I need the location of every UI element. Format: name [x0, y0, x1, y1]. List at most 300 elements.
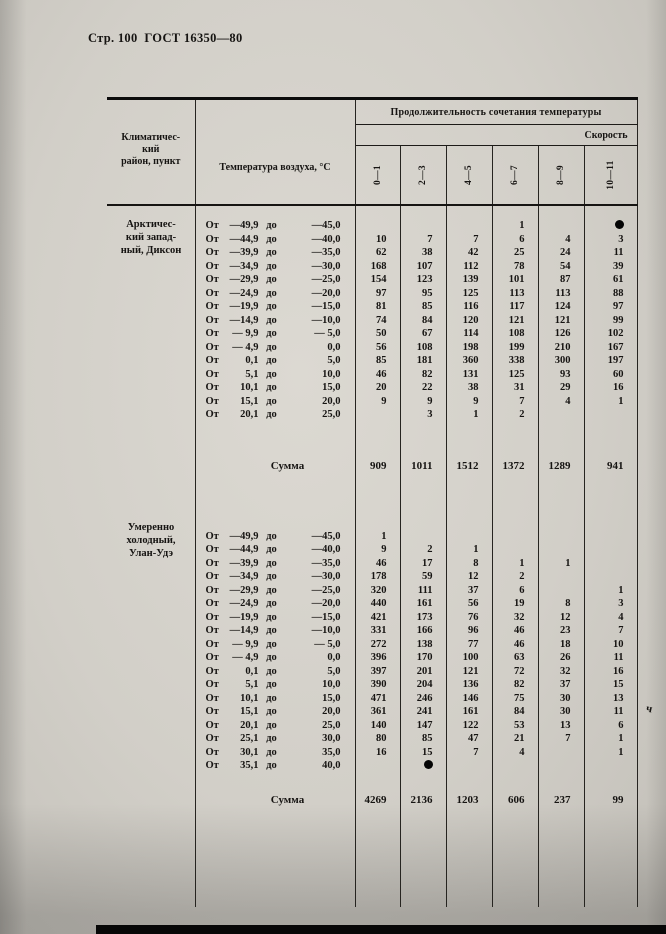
value-cell: 397 [355, 665, 400, 679]
range-to: 25,0 [322, 719, 341, 731]
value-cell: 2 [400, 543, 446, 557]
value-cell: 300 [538, 354, 584, 368]
value-cell: 113 [492, 287, 538, 301]
empty-cell [107, 759, 195, 773]
value-cell: 198 [446, 341, 492, 355]
value-cell: 199 [492, 341, 538, 355]
value-cell: 31 [492, 381, 538, 395]
range-from: —44,9 [229, 544, 259, 555]
range-prefix: От [205, 355, 219, 366]
bin-label: 0—1 [372, 165, 383, 185]
range-to: 30,0 [322, 733, 341, 744]
empty-cell [584, 807, 637, 907]
range-infix: до [266, 571, 277, 582]
range-infix: до [266, 733, 277, 744]
empty-cell [492, 807, 538, 907]
range-to: —25,0 [311, 274, 341, 285]
table-row [107, 597, 637, 611]
empty-cell [107, 408, 195, 422]
range-prefix: От [205, 692, 219, 704]
value-cell: 146 [446, 692, 492, 706]
value-cell: 123 [400, 273, 446, 287]
range-prefix: От [205, 625, 219, 636]
value-cell: 154 [355, 273, 400, 287]
range-to: —15,0 [311, 611, 341, 623]
table-row [107, 746, 637, 760]
empty-cell [355, 205, 400, 219]
value-cell: 107 [400, 260, 446, 274]
table-row [107, 381, 637, 395]
range-infix: до [266, 557, 277, 569]
empty-cell [107, 692, 195, 706]
range-to: 10,0 [322, 679, 341, 690]
range-infix: до [266, 652, 277, 663]
table-row [107, 665, 637, 679]
table-row [107, 395, 637, 409]
range-to: 5,0 [327, 355, 341, 366]
value-cell: 50 [355, 327, 400, 341]
value-cell: 396 [355, 651, 400, 665]
value-cell [584, 557, 637, 571]
value-cell: 63 [492, 651, 538, 665]
value-cell: 8 [538, 597, 584, 611]
range-prefix: От [205, 314, 219, 326]
region-column-header [107, 99, 195, 206]
range-infix: до [266, 530, 277, 542]
value-cell: 46 [355, 557, 400, 571]
value-cell: 85 [355, 354, 400, 368]
range-from: 0,1 [245, 665, 259, 677]
empty-cell [446, 807, 492, 907]
value-cell: 4 [538, 233, 584, 247]
range-from: — 4,9 [232, 652, 259, 663]
value-cell: 108 [492, 327, 538, 341]
sum-value: 1372 [492, 459, 538, 473]
spacer-row [107, 773, 637, 793]
value-cell: 471 [355, 692, 400, 706]
sum-value: 1512 [446, 459, 492, 473]
region-label-line: Улан-Удэ [128, 548, 173, 559]
region-label-line: Арктичес- [126, 219, 176, 230]
value-cell [492, 759, 538, 773]
empty-cell [107, 381, 195, 395]
value-cell: 7 [538, 732, 584, 746]
value-cell: 1 [492, 219, 538, 233]
value-cell: 272 [355, 638, 400, 652]
range-from: —39,9 [229, 557, 259, 569]
temp-range-cell [195, 665, 355, 679]
value-cell: 112 [446, 260, 492, 274]
empty-cell [107, 678, 195, 692]
value-cell [584, 570, 637, 584]
range-to: —45,0 [311, 220, 341, 231]
table-row [107, 368, 637, 382]
range-infix: до [266, 598, 277, 609]
speed-bin-header [355, 146, 400, 206]
value-cell: 15 [584, 678, 637, 692]
sum-value: 4269 [355, 793, 400, 807]
sum-value: 606 [492, 793, 538, 807]
empty-cell [538, 473, 584, 530]
empty-cell [400, 773, 446, 793]
empty-cell [446, 473, 492, 530]
range-from: —29,9 [229, 584, 259, 596]
range-infix: до [266, 328, 277, 339]
empty-cell [355, 773, 400, 793]
sum-row [107, 793, 637, 807]
value-cell: 76 [446, 611, 492, 625]
margin-artifact: ч [644, 702, 654, 716]
empty-cell [400, 205, 446, 219]
value-cell [355, 759, 400, 773]
value-cell [584, 408, 637, 422]
empty-cell [107, 273, 195, 287]
empty-cell [446, 773, 492, 793]
empty-cell [195, 473, 355, 530]
temp-range-cell [195, 584, 355, 598]
value-cell: 12 [446, 570, 492, 584]
value-cell: 1 [584, 395, 637, 409]
temp-range-cell [195, 732, 355, 746]
empty-cell [584, 205, 637, 219]
value-cell: 331 [355, 624, 400, 638]
table-row [107, 678, 637, 692]
value-cell: 18 [538, 638, 584, 652]
value-cell: 82 [492, 678, 538, 692]
range-prefix: От [205, 557, 219, 569]
range-prefix: От [205, 584, 219, 596]
empty-cell [492, 473, 538, 530]
range-to: 15,0 [322, 692, 341, 704]
value-cell: 53 [492, 719, 538, 733]
value-cell: 77 [446, 638, 492, 652]
value-cell: 9 [355, 395, 400, 409]
temp-range-cell [195, 719, 355, 733]
value-cell: 124 [538, 300, 584, 314]
value-cell: 42 [446, 246, 492, 260]
range-infix: до [266, 220, 277, 231]
value-cell [538, 759, 584, 773]
empty-cell [538, 773, 584, 793]
value-cell: 23 [538, 624, 584, 638]
value-cell: 6 [492, 233, 538, 247]
value-cell: 166 [400, 624, 446, 638]
value-cell: 61 [584, 273, 637, 287]
range-from: —49,9 [229, 530, 259, 542]
value-cell: 87 [538, 273, 584, 287]
range-to: 0,0 [327, 652, 341, 663]
value-cell: 99 [584, 314, 637, 328]
value-cell [492, 530, 538, 544]
temp-range-cell [195, 300, 355, 314]
range-prefix: От [205, 328, 219, 339]
range-from: — 9,9 [232, 638, 259, 650]
range-infix: до [266, 233, 277, 245]
temp-range-cell [195, 327, 355, 341]
empty-cell [107, 341, 195, 355]
value-cell: 1 [584, 584, 637, 598]
value-cell: 30 [538, 692, 584, 706]
region-label-line: ный, Диксон [120, 245, 182, 256]
range-infix: до [266, 611, 277, 623]
range-to: 5,0 [327, 665, 341, 677]
value-cell: 38 [400, 246, 446, 260]
value-cell: 13 [584, 692, 637, 706]
region-header-line: кий [142, 144, 160, 155]
spacer-row [107, 205, 637, 219]
value-cell: 75 [492, 692, 538, 706]
value-cell: 46 [492, 638, 538, 652]
empty-cell [107, 354, 195, 368]
range-prefix: От [205, 368, 219, 380]
range-from: 10,1 [240, 692, 259, 704]
range-from: 20,1 [240, 719, 259, 731]
table-row [107, 408, 637, 422]
value-cell: 32 [492, 611, 538, 625]
table-row [107, 611, 637, 625]
range-to: —15,0 [311, 301, 341, 312]
value-cell [584, 530, 637, 544]
value-cell: 97 [584, 300, 637, 314]
value-cell: 108 [400, 341, 446, 355]
value-cell: 6 [492, 584, 538, 598]
value-cell: 29 [538, 381, 584, 395]
value-cell: 9 [446, 395, 492, 409]
range-prefix: От [205, 611, 219, 623]
range-infix: до [266, 719, 277, 731]
value-cell: 30 [538, 705, 584, 719]
value-cell: 121 [492, 314, 538, 328]
empty-cell [446, 422, 492, 459]
range-to: —10,0 [311, 625, 341, 636]
empty-cell [107, 459, 195, 473]
table-row [107, 314, 637, 328]
value-cell: 84 [400, 314, 446, 328]
empty-cell [538, 807, 584, 907]
table-row [107, 273, 637, 287]
empty-cell [107, 705, 195, 719]
empty-cell [355, 422, 400, 459]
value-cell [538, 746, 584, 760]
empty-cell [107, 584, 195, 598]
empty-cell [195, 807, 355, 907]
sum-value: 941 [584, 459, 637, 473]
table-row [107, 354, 637, 368]
value-cell: 440 [355, 597, 400, 611]
value-cell: 13 [538, 719, 584, 733]
sum-value: 909 [355, 459, 400, 473]
value-cell: 47 [446, 732, 492, 746]
value-cell: 338 [492, 354, 538, 368]
region-label-line: холодный, [126, 535, 176, 546]
empty-cell [538, 422, 584, 459]
value-cell [538, 570, 584, 584]
value-cell: 15 [400, 746, 446, 760]
value-cell: 38 [446, 381, 492, 395]
empty-cell [107, 746, 195, 760]
value-cell: 78 [492, 260, 538, 274]
value-cell: 3 [584, 597, 637, 611]
table-row [107, 624, 637, 638]
range-infix: до [266, 368, 277, 380]
empty-cell [107, 300, 195, 314]
value-cell: 6 [584, 719, 637, 733]
range-from: —29,9 [229, 274, 259, 285]
value-cell [400, 759, 446, 773]
bin-label: 8—9 [556, 165, 566, 185]
range-infix: до [266, 409, 277, 420]
value-cell: 8 [446, 557, 492, 571]
empty-cell [195, 422, 355, 459]
value-cell: 197 [584, 354, 637, 368]
spacer-row [107, 807, 637, 907]
temp-range-cell [195, 381, 355, 395]
table-row [107, 759, 637, 773]
temp-range-cell [195, 368, 355, 382]
value-cell: 117 [492, 300, 538, 314]
speed-bin-header [446, 146, 492, 206]
value-cell: 7 [446, 233, 492, 247]
range-to: — 5,0 [314, 328, 341, 339]
value-cell: 3 [400, 408, 446, 422]
empty-cell [107, 260, 195, 274]
value-cell: 7 [584, 624, 637, 638]
temp-range-cell [195, 287, 355, 301]
value-cell: 140 [355, 719, 400, 733]
temp-range-cell [195, 530, 355, 544]
value-cell: 11 [584, 651, 637, 665]
range-prefix: От [205, 395, 219, 407]
range-infix: до [266, 274, 277, 285]
empty-cell [355, 807, 400, 907]
sum-value: 2136 [400, 793, 446, 807]
range-prefix: От [205, 638, 219, 650]
value-cell [355, 219, 400, 233]
range-from: 15,1 [240, 395, 259, 407]
value-cell: 46 [355, 368, 400, 382]
page-header: Стр. 100 ГОСТ 16350—80 [88, 31, 243, 45]
bin-label: 2—3 [418, 165, 428, 185]
value-cell: 246 [400, 692, 446, 706]
temp-range-cell [195, 408, 355, 422]
value-cell: 97 [355, 287, 400, 301]
value-cell: 85 [400, 732, 446, 746]
range-to: 20,0 [322, 395, 341, 407]
value-cell: 56 [355, 341, 400, 355]
ink-blot [615, 220, 624, 229]
region-label [107, 218, 195, 257]
value-cell: 241 [400, 705, 446, 719]
sum-value: 1289 [538, 459, 584, 473]
empty-cell [107, 570, 195, 584]
empty-cell [107, 807, 195, 907]
range-infix: до [266, 706, 277, 717]
value-cell: 20 [355, 381, 400, 395]
value-cell: 88 [584, 287, 637, 301]
range-prefix: От [205, 220, 219, 231]
range-prefix: От [205, 544, 219, 555]
range-from: —14,9 [229, 314, 259, 326]
range-infix: до [266, 760, 277, 771]
empty-cell [107, 665, 195, 679]
empty-cell [107, 624, 195, 638]
value-cell: 361 [355, 705, 400, 719]
temp-range-cell [195, 611, 355, 625]
range-from: 15,1 [240, 706, 259, 717]
value-cell: 116 [446, 300, 492, 314]
value-cell: 161 [446, 705, 492, 719]
temperature-duration-table [107, 97, 637, 907]
value-cell: 360 [446, 354, 492, 368]
empty-cell [107, 611, 195, 625]
speed-header: Скорость [355, 125, 637, 146]
value-cell: 181 [400, 354, 446, 368]
range-infix: до [266, 301, 277, 312]
value-cell: 421 [355, 611, 400, 625]
empty-cell [400, 473, 446, 530]
header-row-title [107, 99, 637, 125]
range-prefix: От [205, 233, 219, 245]
value-cell: 3 [584, 233, 637, 247]
range-prefix: От [205, 409, 219, 420]
empty-cell [107, 638, 195, 652]
value-cell: 95 [400, 287, 446, 301]
range-from: —39,9 [229, 247, 259, 258]
value-cell: 122 [446, 719, 492, 733]
table-row [107, 732, 637, 746]
empty-cell [355, 473, 400, 530]
value-cell: 131 [446, 368, 492, 382]
temp-range-cell [195, 354, 355, 368]
range-to: —30,0 [311, 571, 341, 582]
table-row [107, 705, 637, 719]
table-row [107, 651, 637, 665]
value-cell: 16 [355, 746, 400, 760]
range-from: 30,1 [240, 746, 259, 758]
value-cell: 111 [400, 584, 446, 598]
value-cell: 56 [446, 597, 492, 611]
value-cell: 11 [584, 705, 637, 719]
empty-cell [107, 651, 195, 665]
value-cell: 67 [400, 327, 446, 341]
value-cell: 7 [492, 395, 538, 409]
empty-cell [492, 773, 538, 793]
bin-label: 4—5 [464, 165, 474, 185]
value-cell: 80 [355, 732, 400, 746]
value-cell: 1 [355, 530, 400, 544]
value-cell: 147 [400, 719, 446, 733]
sum-label: Сумма [195, 459, 355, 473]
empty-cell [107, 732, 195, 746]
sum-row [107, 459, 637, 473]
range-infix: до [266, 746, 277, 758]
region-label [107, 521, 195, 560]
range-to: —35,0 [311, 557, 341, 569]
range-infix: до [266, 382, 277, 393]
range-prefix: От [205, 571, 219, 582]
range-from: 10,1 [240, 382, 259, 393]
range-to: —40,0 [311, 544, 341, 555]
value-cell: 4 [538, 395, 584, 409]
range-to: —35,0 [311, 247, 341, 258]
value-cell: 138 [400, 638, 446, 652]
value-cell [584, 543, 637, 557]
range-to: —20,0 [311, 598, 341, 609]
value-cell [584, 219, 637, 233]
temp-range-cell [195, 273, 355, 287]
empty-cell [446, 205, 492, 219]
value-cell: 390 [355, 678, 400, 692]
